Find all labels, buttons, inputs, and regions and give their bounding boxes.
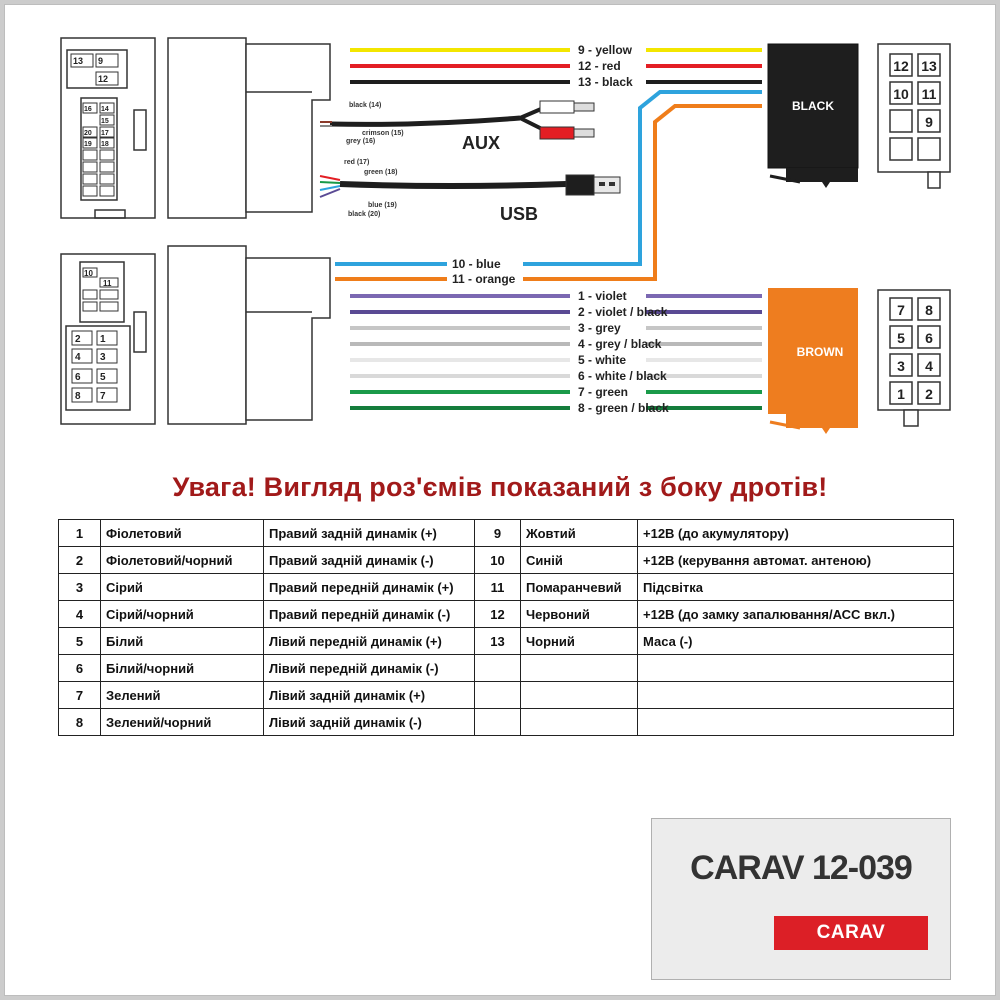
pin-number-cell: 6 xyxy=(59,655,101,682)
table-row xyxy=(59,601,954,628)
iso-upper-pin-label: 20 xyxy=(84,130,92,137)
wire-color-cell: Червоний xyxy=(521,601,638,628)
function-cell: +12В (до акумулятору) xyxy=(638,520,954,547)
usb-label: USB xyxy=(500,204,539,224)
pin-number-cell: 11 xyxy=(475,574,521,601)
brown-wire-3-label: 3 - grey xyxy=(578,321,621,335)
blue-wire-line xyxy=(335,92,762,264)
function-cell: +12В (до замку запалювання/АСС вкл.) xyxy=(638,601,954,628)
aux-wire-label: black (14) xyxy=(349,102,382,109)
black-wire-1-label: 9 - yellow xyxy=(578,43,633,57)
usb-wire-label: black (20) xyxy=(348,211,381,218)
brown-connector-pinout xyxy=(878,290,950,426)
wire-color-cell: Білий/чорний xyxy=(101,655,264,682)
iso-lower-pin-label: 1 xyxy=(100,334,106,345)
wire-color-cell: Сірий xyxy=(101,574,264,601)
iso-lower-pin-label: 10 xyxy=(84,269,93,278)
wiring-diagram xyxy=(0,0,1000,470)
iso-lower-pin-label: 4 xyxy=(75,352,81,363)
pin-number-cell xyxy=(475,709,521,736)
black-pin-label: 11 xyxy=(921,86,937,102)
brown-wire-1-label: 1 - violet xyxy=(578,289,627,303)
table-row xyxy=(59,574,954,601)
brown-pin-label: 4 xyxy=(925,358,933,374)
table-row xyxy=(59,547,954,574)
iso-upper-pin-label: 16 xyxy=(84,106,92,113)
iso-lower-pin-label: 3 xyxy=(100,352,106,363)
brown-connector-wires xyxy=(350,289,762,415)
carav-logo: CARAV xyxy=(774,916,928,950)
warning-title: Увага! Вигляд роз'ємів показаний з боку дротів! xyxy=(172,472,828,502)
brand-box xyxy=(651,818,951,980)
aux-wire-label: grey (16) xyxy=(346,138,376,145)
black-pin-label: 10 xyxy=(893,86,909,102)
function-cell: Лівий задній динамік (+) xyxy=(264,682,475,709)
usb-wire-label: green (18) xyxy=(364,169,398,176)
wire-color-cell xyxy=(521,655,638,682)
table-row xyxy=(59,628,954,655)
brown-wire-7-label: 7 - green xyxy=(578,385,629,399)
iso-upper-pin-label: 18 xyxy=(101,141,109,148)
brown-pin-label: 8 xyxy=(925,302,933,318)
pin-number-cell: 8 xyxy=(59,709,101,736)
pin-number-cell: 5 xyxy=(59,628,101,655)
wire-color-cell: Синій xyxy=(521,547,638,574)
black-pin-label: 9 xyxy=(925,114,933,130)
iso-lower-pin-label: 5 xyxy=(100,372,106,383)
pin-number-cell: 10 xyxy=(475,547,521,574)
wire-color-cell: Зелений xyxy=(101,682,264,709)
antenna-wires xyxy=(335,92,762,286)
brown-wire-2-label: 2 - violet / black xyxy=(578,305,668,319)
wire-color-cell: Фіолетовий xyxy=(101,520,264,547)
model-number: CARAV 12-039 xyxy=(690,849,912,887)
aux-wire-label: crimson (15) xyxy=(362,130,404,137)
iso-upper-pin-label: 15 xyxy=(101,118,109,125)
usb-cable xyxy=(320,175,620,197)
black-wire-3-label: 13 - black xyxy=(578,75,633,89)
antenna-wire-label: 11 - orange xyxy=(452,272,516,286)
black-connector-wires xyxy=(350,43,762,89)
wire-color-cell: Помаранчевий xyxy=(521,574,638,601)
iso-upper-pin-label: 12 xyxy=(98,74,109,84)
function-cell: Маса (-) xyxy=(638,628,954,655)
function-cell: Правий передній динамік (+) xyxy=(264,574,475,601)
brown-pin-label: 2 xyxy=(925,386,933,402)
pin-number-cell: 1 xyxy=(59,520,101,547)
wire-color-cell xyxy=(521,709,638,736)
brown-pin-label: 1 xyxy=(897,386,905,402)
iso-upper-pin-label: 14 xyxy=(101,106,109,113)
brown-wire-5-label: 5 - white xyxy=(578,353,627,367)
iso-upper-pin-label: 17 xyxy=(101,130,109,137)
function-cell: Підсвітка xyxy=(638,574,954,601)
pin-number-cell: 3 xyxy=(59,574,101,601)
function-cell: Правий задній динамік (+) xyxy=(264,520,475,547)
brown-wire-4-label: 4 - grey / black xyxy=(578,337,662,351)
brown-connector-label: BROWN xyxy=(796,345,844,359)
table-row xyxy=(59,709,954,736)
pin-number-cell: 2 xyxy=(59,547,101,574)
brown-connector xyxy=(768,288,858,434)
wire-color-cell: Жовтий xyxy=(521,520,638,547)
wire-color-cell: Зелений/чорний xyxy=(101,709,264,736)
function-cell: Правий задній динамік (-) xyxy=(264,547,475,574)
pin-number-cell xyxy=(475,682,521,709)
iso-lower-pin-label: 7 xyxy=(100,391,106,402)
function-cell: Правий передній динамік (-) xyxy=(264,601,475,628)
function-cell: Лівий передній динамік (+) xyxy=(264,628,475,655)
pin-number-cell xyxy=(475,655,521,682)
function-cell xyxy=(638,655,954,682)
function-cell xyxy=(638,682,954,709)
pin-number-cell: 4 xyxy=(59,601,101,628)
pin-number-cell: 7 xyxy=(59,682,101,709)
iso-lower-pin-label: 8 xyxy=(75,391,81,402)
iso-upper-pin-label: 19 xyxy=(84,141,92,148)
black-connector xyxy=(768,44,858,188)
brown-wire-8-label: 8 - green / black xyxy=(578,401,669,415)
pin-number-cell: 12 xyxy=(475,601,521,628)
black-pin-label: 12 xyxy=(893,58,909,74)
iso-lower-pin-label: 11 xyxy=(103,279,112,288)
function-cell: +12В (керування автомат. антеною) xyxy=(638,547,954,574)
black-pin-label: 13 xyxy=(921,58,937,74)
table-row xyxy=(59,655,954,682)
function-cell xyxy=(638,709,954,736)
wire-color-cell: Чорний xyxy=(521,628,638,655)
brown-pin-label: 5 xyxy=(897,330,905,346)
iso-lower-pin-label: 6 xyxy=(75,372,81,383)
table-row xyxy=(59,682,954,709)
black-wire-2-label: 12 - red xyxy=(578,59,621,73)
pinout-table xyxy=(58,519,954,736)
wire-color-cell: Фіолетовий/чорний xyxy=(101,547,264,574)
upper-connector-body xyxy=(168,38,330,218)
iso-upper-pin-label: 13 xyxy=(73,56,84,66)
black-connector-label: BLACK xyxy=(792,99,834,113)
black-connector-pinout xyxy=(878,44,950,188)
iso-lower-pin-label: 2 xyxy=(75,334,81,345)
brown-pin-label: 3 xyxy=(897,358,905,374)
table-row xyxy=(59,520,954,547)
function-cell: Лівий задній динамік (-) xyxy=(264,709,475,736)
usb-wire-label: red (17) xyxy=(344,159,370,166)
wire-color-cell xyxy=(521,682,638,709)
wire-color-cell: Сірий/чорний xyxy=(101,601,264,628)
usb-wire-label: blue (19) xyxy=(368,202,397,209)
pin-number-cell: 9 xyxy=(475,520,521,547)
wire-color-cell: Білий xyxy=(101,628,264,655)
antenna-wire-label: 10 - blue xyxy=(452,257,501,271)
function-cell: Лівий передній динамік (-) xyxy=(264,655,475,682)
brown-pin-label: 6 xyxy=(925,330,933,346)
lower-connector-body xyxy=(168,246,330,424)
pin-number-cell: 13 xyxy=(475,628,521,655)
brown-wire-6-label: 6 - white / black xyxy=(578,369,667,383)
iso-upper-pin-label: 9 xyxy=(98,56,104,66)
aux-label: AUX xyxy=(462,133,501,153)
brown-pin-label: 7 xyxy=(897,302,905,318)
